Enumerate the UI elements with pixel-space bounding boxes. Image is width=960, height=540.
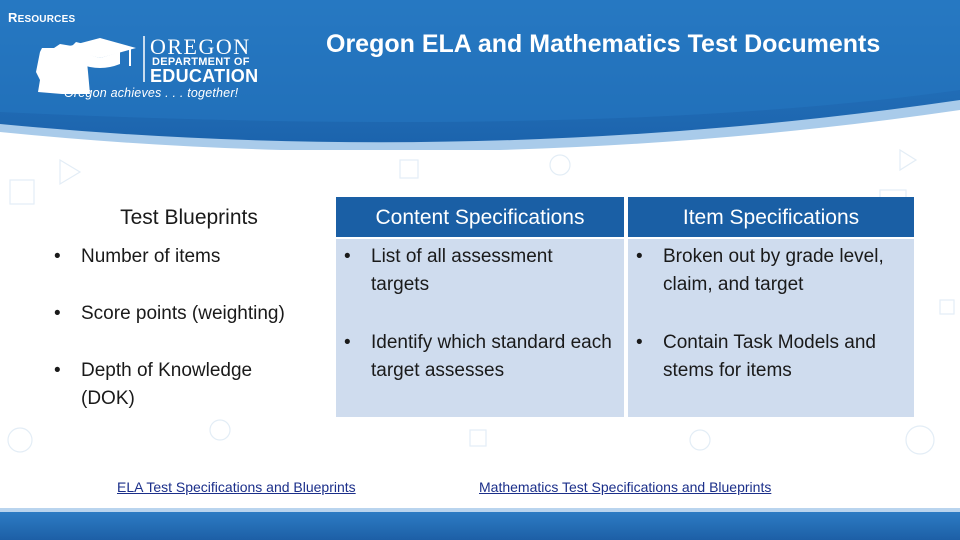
math-specifications-link[interactable]: Mathematics Test Specifications and Blueprints (479, 479, 772, 495)
bullet-item: • Number of items (54, 243, 330, 271)
section-label-rest: ESOURCES (17, 14, 76, 25)
bullet-item: • Identify which standard each target assesses (344, 329, 614, 385)
bullet-dot-icon: • (54, 360, 61, 381)
section-label-initial: R (8, 10, 18, 25)
bullet-item: • Depth of Knowledge (DOK) (54, 357, 284, 413)
logo-department: DEPARTMENT OF (152, 56, 250, 68)
page-title: Oregon ELA and Mathematics Test Documents (326, 30, 881, 58)
column-body (46, 239, 332, 417)
footer-bar (0, 512, 960, 540)
logo-tagline: Oregon achieves . . . together! (64, 86, 239, 100)
bullet-dot-icon: • (636, 246, 643, 267)
bullet-item: • Broken out by grade level, claim, and target (636, 243, 906, 299)
column-body (336, 239, 624, 417)
bullet-dot-icon: • (54, 246, 61, 267)
bullet-dot-icon: • (54, 303, 61, 324)
bullet-dot-icon: • (636, 332, 643, 353)
bullet-item: • Score points (weighting) (54, 300, 354, 328)
bullet-item: • Contain Task Models and stems for items (636, 329, 912, 385)
column-heading: Item Specifications (628, 197, 914, 237)
logo-education: EDUCATION (150, 66, 259, 86)
section-label (8, 10, 75, 25)
bullet-item: • List of all assessment targets (344, 243, 604, 299)
bullet-dot-icon: • (344, 246, 351, 267)
ela-specifications-link[interactable]: ELA Test Specifications and Blueprints (117, 479, 356, 495)
bullet-dot-icon: • (344, 332, 351, 353)
column-heading: Content Specifications (336, 197, 624, 237)
logo-oregon: OREGON (150, 34, 251, 59)
column-body (628, 239, 914, 417)
column-heading: Test Blueprints (120, 206, 258, 229)
